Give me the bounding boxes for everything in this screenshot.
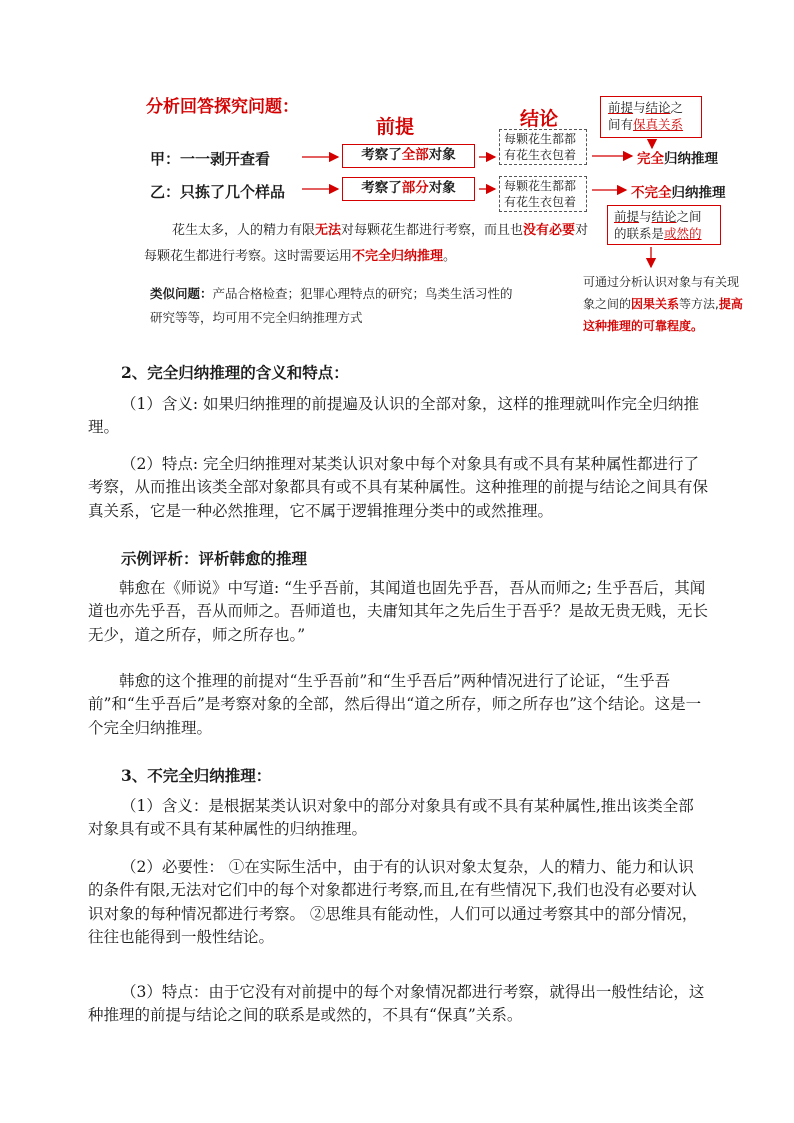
- note1-d: 之间有: [608, 100, 684, 132]
- note2-e: 或然的: [664, 226, 702, 241]
- premise-header: 前提: [376, 116, 415, 138]
- row2-result-b: 归纳推理: [671, 185, 726, 201]
- similar-text: 产品合格检查；犯罪心理特点的研究；鸟类生活习性的研究等等，均可用不完全归纳推理方式: [150, 286, 513, 325]
- note2-b: 与: [639, 209, 652, 224]
- explain-d: 没有必要: [523, 223, 576, 238]
- section-3-heading: 3、不完全归纳推理：: [121, 766, 272, 785]
- note3-c: 等方法,: [679, 297, 719, 311]
- example-title: 示例评析：评析韩愈的推理: [121, 549, 308, 568]
- note1-e: 保真关系: [633, 117, 684, 132]
- row1-label: 甲：一一剥开查看: [150, 150, 271, 168]
- diagram-title: 分析回答探究问题：: [146, 97, 299, 117]
- explain-g: 。: [443, 249, 457, 264]
- row1-premise-a: 考察了: [361, 147, 402, 163]
- row1-result-a: 完全: [637, 151, 664, 167]
- row2-result-a: 不完全: [631, 185, 672, 201]
- note1-b: 与: [633, 100, 646, 115]
- note3-d: 提高这种推理的可靠程度。: [583, 297, 743, 333]
- explain-f: 不完全归纳推理: [352, 249, 444, 264]
- para-complete-features: （2）特点: 完全归纳推理对某类认识对象中每个对象具有或不具有某种属性都进行了考察，从而推出该类全部对象都具有或不具有某种属性。这种推理的前提与结论之间具有保真关系，它是一种必然推理，它不属于逻辑推理分类中的或然推理。: [88, 455, 709, 520]
- para-complete-meaning: （1）含义: 如果归纳推理的前提遍及认识的全部对象，这样的推理就叫作完全归纳推理。: [88, 395, 700, 437]
- explain-c: 对每颗花生都进行考察，而且也: [341, 223, 524, 238]
- note2-a: 前提: [614, 209, 640, 224]
- explain-b: 无法: [315, 223, 342, 238]
- note3-a: 可通过分析认识对象与有关现象之间的: [583, 275, 740, 311]
- row2-premise-b: 部分: [401, 180, 429, 196]
- row1-result-b: 归纳推理: [664, 151, 718, 167]
- para-incomplete-meaning: （1）含义：是根据某类认识对象中的部分对象具有或不具有某种属性,推出该类全部对象具有或不具有某种属性的归纳推理。: [88, 797, 694, 839]
- note1-c: 结论: [645, 100, 671, 115]
- note2-d: 之间的联系是: [614, 209, 702, 241]
- para-hanyu-quote: 韩愈在《师说》中写道: “生乎吾前，其闻道也固先乎吾，吾从而师之; 生乎吾后，其闻道也亦先乎吾，吾从而师之。吾师道也，夫庸知其年之先后生于吾乎？是故无贵无贱，无长无少，道之所存，师之所存也。”: [88, 579, 709, 644]
- diagram-arrows: [0, 0, 794, 360]
- para-incomplete-necessity: （2）必要性： ①在实际生活中，由于有的认识对象太复杂，人的精力、能力和认识的条件有限,无法对它们中的每个对象都进行考察,而且,在有些情况下,我们也没有必要对认识对象的每种情况都进行考察。 ②思维具有能动性，人们可以通过考察其中的部分情况，往往也能得到一般性结论。: [88, 858, 698, 946]
- explain-e: 对每颗花生都进行考察。这时需要运用: [144, 223, 589, 264]
- row2-conclusion: 每颗花生都都有花生衣包着: [504, 179, 577, 209]
- para-incomplete-features: （3）特点：由于它没有对前提中的每个对象情况都进行考察，就得出一般性结论，这种推理的前提与结论之间的联系是或然的，不具有“保真”关系。: [88, 983, 705, 1025]
- row2-premise-a: 考察了: [361, 180, 402, 196]
- similar-label: 类似问题：: [150, 286, 213, 301]
- para-hanyu-analysis: 韩愈的这个推理的前提对“生乎吾前”和“生乎吾后”两种情况进行了论证，“生乎吾前”和“生乎吾后”是考察对象的全部，然后得出“道之所存，师之所存也”这个结论。这是一个完全归纳推理。: [88, 672, 702, 737]
- note3-b: 因果关系: [631, 297, 680, 311]
- row2-premise-c: 对象: [428, 180, 456, 196]
- conclusion-header: 结论: [520, 108, 559, 130]
- row1-premise-c: 对象: [428, 147, 456, 163]
- row1-conclusion: 每颗花生都都有花生衣包着: [504, 132, 577, 162]
- note2-c: 结论: [651, 209, 677, 224]
- explain-a: 花生太多，人的精力有限: [172, 223, 316, 238]
- row1-premise-b: 全部: [401, 147, 429, 163]
- section-2-heading: 2、完全归纳推理的含义和特点：: [121, 363, 349, 382]
- row2-label: 乙：只拣了几个样品: [150, 183, 286, 201]
- note1-a: 前提: [608, 100, 634, 115]
